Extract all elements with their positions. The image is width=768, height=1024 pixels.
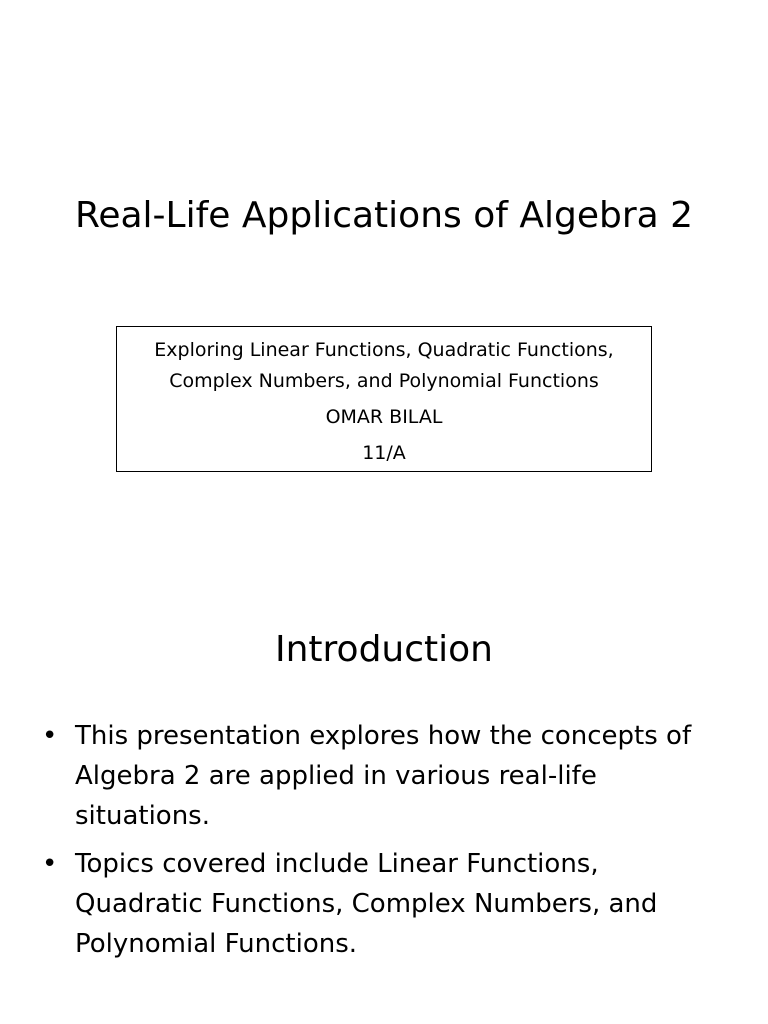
introduction-title: Introduction	[274, 629, 493, 670]
bullet-text: This presentation explores how the concepts of Algebra 2 are applied in various real-life situations.	[75, 721, 692, 831]
class-label: 11/A	[362, 442, 406, 464]
introduction-slide	[0, 576, 768, 1024]
subtitle-box	[116, 326, 652, 472]
author-name: OMAR BILAL	[325, 406, 443, 428]
bullet-item	[40, 844, 720, 964]
bullet-list	[40, 716, 720, 972]
bullet-item	[40, 716, 720, 836]
bullet-icon: •	[42, 721, 58, 751]
slide-title: Real-Life Applications of Algebra 2	[74, 195, 694, 236]
bullet-icon: •	[42, 849, 58, 879]
bullet-text: Topics covered include Linear Functions, Quadratic Functions, Complex Numbers, and Polynomial Functions.	[75, 849, 658, 959]
subtitle-description: Exploring Linear Functions, Quadratic Functions, Complex Numbers, and Polynomial Functions	[154, 339, 614, 392]
